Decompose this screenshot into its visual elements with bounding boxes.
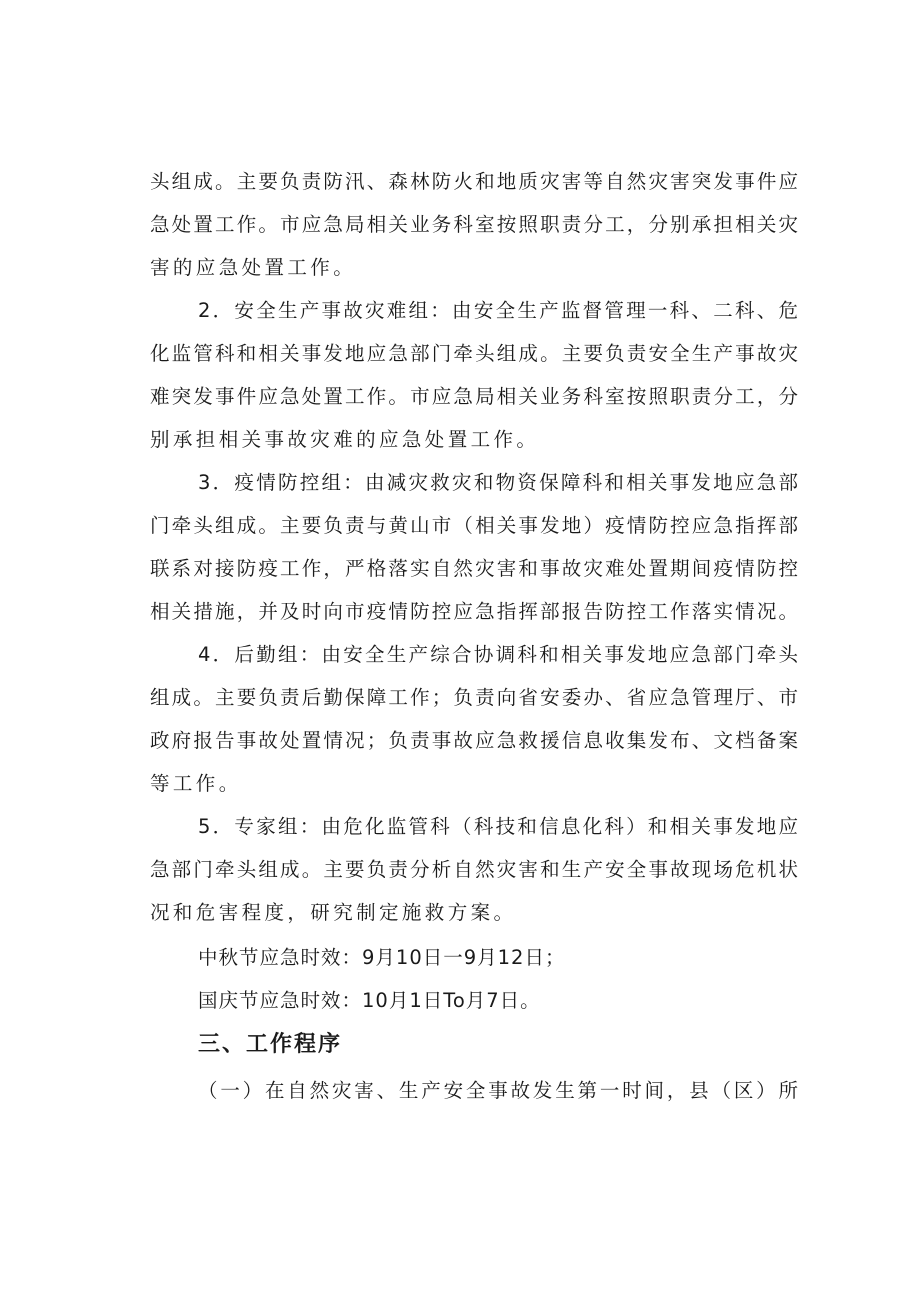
paragraph-line: 5．专家组：由危化监管科（科技和信息化科）和相关事发地应 <box>198 815 798 838</box>
mid-autumn-period: 中秋节应急时效：9月10日一9月12日； <box>198 946 566 969</box>
paragraph-line: 别承担相关事故灾难的应急处置工作。 <box>150 428 540 451</box>
paragraph-line: 急部门牵头组成。主要负责分析自然灾害和生产安全事故现场危机状 <box>150 858 798 881</box>
paragraph-line: 化监管科和相关事发地应急部门牵头组成。主要负责安全生产事故灾 <box>150 342 798 365</box>
paragraph-line: 2．安全生产事故灾难组：由安全生产监督管理一科、二科、危 <box>198 299 798 322</box>
paragraph-line: 头组成。主要负责防汛、森林防火和地质灾害等自然灾害突发事件应 <box>150 170 798 193</box>
paragraph-line: 组成。主要负责后勤保障工作；负责向省安委办、省应急管理厅、市 <box>150 686 798 709</box>
paragraph-line: 相关措施，并及时向市疫情防控应急指挥部报告防控工作落实情况。 <box>150 600 798 623</box>
paragraph-line: 4．后勤组：由安全生产综合协调科和相关事发地应急部门牵头 <box>198 643 798 666</box>
paragraph-line: 3．疫情防控组：由减灾救灾和物资保障科和相关事发地应急部 <box>198 471 798 494</box>
paragraph-line: 门牵头组成。主要负责与黄山市（相关事发地）疫情防控应急指挥部 <box>150 514 798 537</box>
paragraph-line: 难突发事件应急处置工作。市应急局相关业务科室按照职责分工，分 <box>150 385 798 408</box>
paragraph-line: 政府报告事故处置情况；负责事故应急救援信息收集发布、文档备案 <box>150 729 798 752</box>
paragraph-line: 害的应急处置工作。 <box>150 256 357 279</box>
section-heading: 三、工作程序 <box>198 1032 343 1057</box>
paragraph-line: （一）在自然灾害、生产安全事故发生第一时间，县（区）所 <box>198 1079 798 1102</box>
paragraph-line: 况和危害程度，研究制定施救方案。 <box>150 901 517 924</box>
national-day-period: 国庆节应急时效：10月1日To月7日。 <box>198 989 541 1012</box>
paragraph-line: 联系对接防疫工作，严格落实自然灾害和事故灾难处置期间疫情防控 <box>150 557 798 580</box>
paragraph-line: 急处置工作。市应急局相关业务科室按照职责分工，分别承担相关灾 <box>150 213 798 236</box>
paragraph-line: 等工作。 <box>150 772 242 795</box>
